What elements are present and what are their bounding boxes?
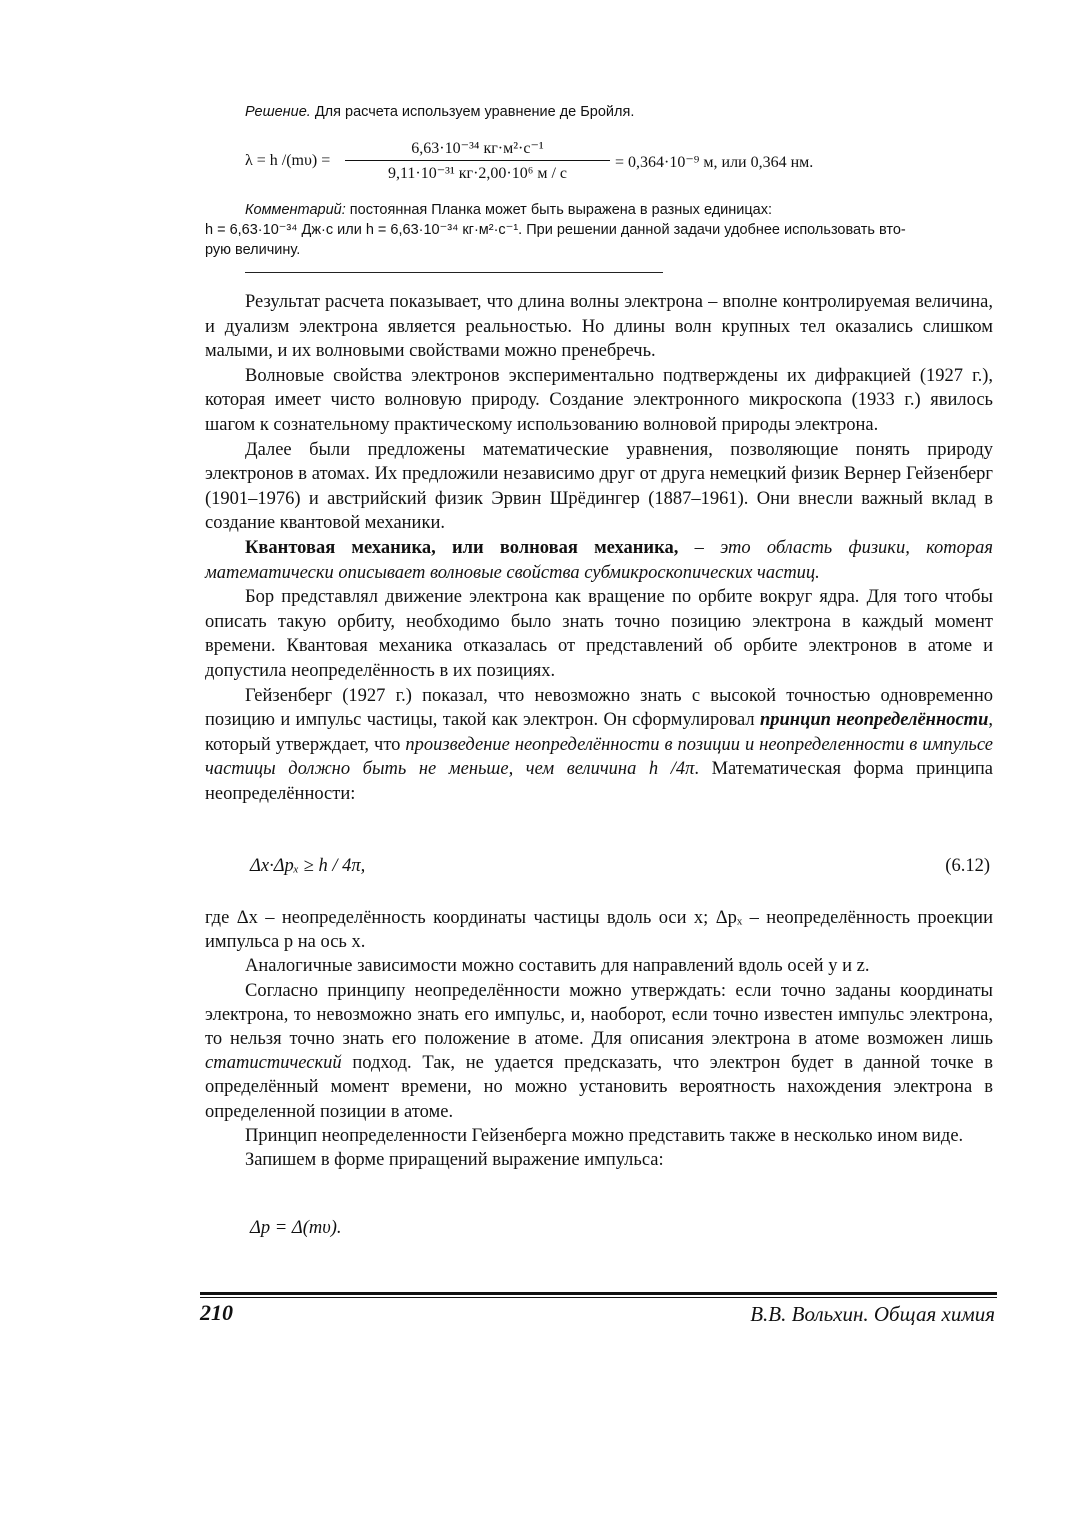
equation-6-12	[250, 856, 990, 877]
momentum-equation: Δp = Δ(mυ).	[250, 1218, 342, 1238]
de-broglie-formula	[245, 138, 945, 188]
paragraph: Далее были предложены математические уравнения, позволяющие понять природу электронов в атомах. Их предложили независимо друг от друга немецкий физик Вернер Гейзенберг (1901–1976) и австрийский физик Эрвин Шрёдингер (1887–1961). Они внесли важный вклад в создание квантовой механики.	[205, 439, 993, 534]
equation-number: (6.12)	[945, 856, 990, 876]
principle-statement: произведение неопределённости в позиции и неопределенности в импульсе частицы должно быть не меньше, чем величина h /4π	[205, 734, 994, 780]
paragraph: Запишем в форме приращений выражение импульса:	[245, 1150, 664, 1171]
principle-term: принцип неопределённости	[759, 710, 989, 731]
solution-line	[245, 102, 634, 122]
paragraph: Бор представлял движение электрона как вращение по орбите вокруг ядра. Для того чтобы описать такую орбиту, необходимо было знать точно позицию электрона в каждый момент времени. Квантовая механика отказалась от представлений об орбите электронов в атоме и допустила неопределённость в их позициях.	[205, 587, 993, 681]
text-run: . Математическая форма принципа неопределённости:	[205, 759, 993, 804]
main-text-continued	[205, 906, 993, 1172]
comment-line1: постоянная Планка может быть выражена в разных единицах:	[345, 202, 773, 218]
paragraph: где Δx – неопределённость координаты частицы вдоль оси x; Δpₓ – неопределённость проекции импульса p на ось x.	[205, 908, 993, 953]
text-run: , который утверждает, что	[205, 710, 993, 755]
book-title: В.В. Вольхин. Общая химия	[750, 1302, 995, 1326]
definition-paragraph	[205, 536, 993, 585]
paragraph: Принцип неопределенности Гейзенберга можно представить также в несколько ином виде.	[245, 1125, 964, 1146]
formula-rhs: = 0,364·10⁻⁹ м, или 0,364 нм.	[615, 154, 814, 171]
text-run: Согласно принципу неопределённости можно утверждать: если точно заданы координаты электрона, то невозможно знать его импульс, и, наоборот, если точно известен импульс электрона, то нельзя точно знать его положение в атоме. Для описания электрона в атоме возможен лишь	[205, 980, 993, 1050]
definition-text: – это область физики, которая математически описывает волновые свойства субмикроскопических частиц.	[205, 537, 993, 583]
main-text	[205, 290, 993, 806]
comment-block	[205, 200, 995, 260]
comment-separator	[245, 272, 663, 273]
paragraph: Результат расчета показывает, что длина волны электрона – вполне контролируемая величина, и дуализм электрона является реальностью. Но длины волн крупных тел оказались слишком малыми, и их волновыми свойствами можно пренебречь.	[205, 292, 993, 362]
formula-lhs: λ = h /(mυ) =	[245, 152, 331, 169]
solution-label: Решение.	[245, 104, 311, 120]
solution-text: Для расчета используем уравнение де Бройля.	[310, 104, 635, 120]
equation-formula: Δx·Δpₓ ≥ h / 4π,	[250, 856, 366, 876]
formula-fraction	[345, 138, 610, 185]
paragraph: Волновые свойства электронов экспериментально подтверждены их дифракцией (1927 г.), которая имеет чисто волновую природу. Создание электронного микроскопа (1933 г.) явилось шагом к сознательному практическому использованию волновой природы электрона.	[205, 365, 993, 435]
comment-line2: h = 6,63·10⁻³⁴ Дж·с или h = 6,63·10⁻³⁴ кг·м²·с⁻¹. При решении данной задачи удобнее использовать вто-	[205, 222, 906, 238]
paragraph	[205, 979, 993, 1124]
footer-rule	[200, 1292, 997, 1295]
formula-denominator: 9,11·10⁻³¹ кг·2,00·10⁶ м / с	[387, 165, 567, 182]
uncertainty-paragraph	[205, 684, 993, 807]
formula-numerator: 6,63·10⁻³⁴ кг·м²·с⁻¹	[345, 138, 610, 161]
comment-line3: рую величину.	[205, 242, 301, 258]
footer-rule-thin	[200, 1297, 997, 1298]
emphasis: статистический	[205, 1053, 342, 1074]
definition-term: Квантовая механика, или волновая механика,	[245, 537, 679, 558]
comment-label: Комментарий:	[245, 202, 346, 218]
text-run: Гейзенберг (1927 г.) показал, что невозможно знать с высокой точностью одновременно позицию и импульс частицы, такой как электрон. Он сформулировал	[205, 685, 993, 731]
page-number: 210	[200, 1300, 233, 1325]
text-run: подход. Так, не удается предсказать, что электрон будет в данной точке в определённый момент времени, но можно установить вероятность нахождения электрона в определенной позиции в атоме.	[205, 1053, 993, 1122]
paragraph: Аналогичные зависимости можно составить для направлений вдоль осей y и z.	[245, 956, 870, 977]
